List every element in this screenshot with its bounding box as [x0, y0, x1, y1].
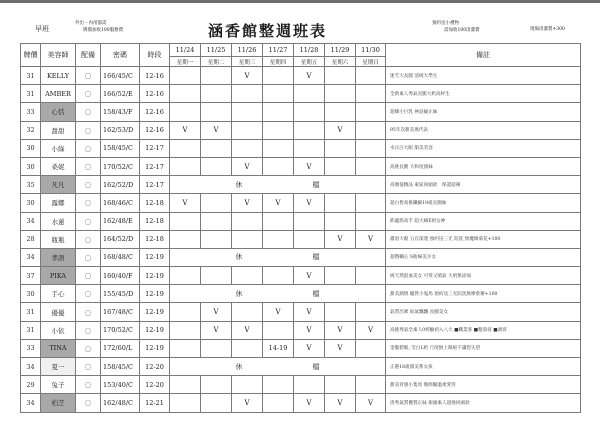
day-availability-cell: V — [232, 67, 263, 85]
time-slot-cell: 12-16 — [140, 121, 170, 139]
day-availability-cell: V — [201, 121, 232, 139]
time-slot-cell: 12-16 — [140, 85, 170, 103]
day-availability-cell — [232, 85, 263, 103]
code-cell: 168/46/C — [101, 194, 140, 212]
remark-cell: 水汪汪大眼 甜美笑容 — [386, 139, 581, 157]
equipment-circle-icon: ○ — [76, 85, 101, 103]
day-availability-cell — [325, 194, 356, 212]
day-availability-cell: V — [356, 230, 386, 248]
remark-cell: 超暨輔心 S曲線美少女 — [386, 248, 581, 266]
header-date: 11/26 — [232, 44, 263, 57]
remark-cell: 純天然混血美女 可愛又噴氣 大奶無添加 — [386, 267, 581, 285]
service-fee-note-line2: 牌價加收100服務費 — [83, 28, 124, 33]
equipment-circle-icon: ○ — [76, 194, 101, 212]
price-cell: 32 — [21, 121, 41, 139]
day-off-label: 休 — [235, 253, 243, 262]
day-off-label: 休 — [235, 362, 243, 371]
time-slot-cell: 12-17 — [140, 139, 170, 157]
remark-cell: 高挑長腿 大和度甜妹 — [386, 157, 581, 175]
price-cell: 29 — [21, 376, 41, 394]
time-slot-cell: 12-19 — [140, 339, 170, 357]
equipment-circle-icon: ○ — [76, 157, 101, 175]
table-row — [21, 321, 581, 339]
day-availability-cell — [263, 230, 294, 248]
day-availability-cell: 14-19 — [263, 339, 294, 357]
day-availability-cell — [232, 139, 263, 157]
time-slot-cell: 12-19 — [140, 321, 170, 339]
day-availability-cell: V — [294, 157, 325, 175]
price-cell: 30 — [21, 157, 41, 175]
day-availability-cell — [263, 394, 294, 412]
equipment-circle-icon: ○ — [76, 376, 101, 394]
beautician-name-cell: 水蓮 — [41, 212, 76, 230]
day-availability-cell — [170, 303, 201, 321]
day-availability-cell — [263, 121, 294, 139]
table-row — [21, 230, 581, 248]
header-date: 11/25 — [201, 44, 232, 57]
day-availability-cell — [325, 157, 356, 175]
price-cell: 34 — [21, 358, 41, 376]
day-availability-cell — [294, 121, 325, 139]
beautician-name-cell: 夏一 — [41, 358, 76, 376]
day-availability-cell — [232, 376, 263, 394]
beautician-name-cell: 優優 — [41, 303, 76, 321]
day-availability-cell — [356, 103, 386, 121]
table-row — [21, 212, 581, 230]
table-row — [21, 267, 581, 285]
day-availability-cell — [232, 267, 263, 285]
table-body — [21, 67, 581, 413]
code-cell: 158/45/C — [101, 358, 140, 376]
day-off-cell — [170, 176, 386, 194]
price-cell: 31 — [21, 67, 41, 85]
time-slot-cell: 12-17 — [140, 176, 170, 194]
equipment-circle-icon: ○ — [76, 339, 101, 357]
equipment-circle-icon: ○ — [76, 358, 101, 376]
price-cell: 31 — [21, 85, 41, 103]
header-slot: 時段 — [140, 44, 170, 67]
day-availability-cell — [356, 303, 386, 321]
day-off-label: 休 — [235, 289, 243, 298]
day-off-cell — [170, 285, 386, 303]
cleaning-fee-note: 現場清潔費+300 — [530, 27, 565, 32]
day-availability-cell — [356, 267, 386, 285]
day-availability-cell — [201, 194, 232, 212]
table-row — [21, 358, 581, 376]
day-availability-cell: V — [294, 339, 325, 357]
day-availability-cell — [325, 212, 356, 230]
day-availability-cell — [263, 103, 294, 121]
day-availability-cell — [170, 321, 201, 339]
code-cell: 162/52/D — [101, 176, 140, 194]
header-remark: 備註 — [386, 44, 581, 67]
day-availability-cell: V — [356, 394, 386, 412]
beautician-name-cell: 心恬 — [41, 103, 76, 121]
header-equip: 配備 — [76, 44, 101, 67]
day-availability-cell — [232, 103, 263, 121]
remark-cell: 甜美熱情 騷貨小鬼馬 預約送三光陪洗無摩倉辦+100 — [386, 285, 581, 303]
time-slot-cell: 12-17 — [140, 157, 170, 175]
remark-cell: 甜美骨感小隻馬 微經驗溫柔愛待 — [386, 376, 581, 394]
remark-cell: 迷夭大長腿 清純大學生 — [386, 67, 581, 85]
day-availability-cell — [294, 230, 325, 248]
day-availability-cell — [170, 230, 201, 248]
day-off-cell — [170, 358, 386, 376]
equipment-circle-icon: ○ — [76, 176, 101, 194]
beautician-name-cell: 柏芝 — [41, 394, 76, 412]
day-availability-cell — [232, 339, 263, 357]
code-cell: 160/40/F — [101, 267, 140, 285]
day-availability-cell — [325, 139, 356, 157]
equipment-circle-icon: ○ — [76, 248, 101, 266]
table-row — [21, 194, 581, 212]
beautician-name-cell: 小依 — [41, 321, 76, 339]
table-row — [21, 303, 581, 321]
booking-gift-note-line2: 需加收100清潔費 — [444, 28, 480, 33]
day-availability-cell — [232, 212, 263, 230]
day-availability-cell — [294, 139, 325, 157]
day-availability-cell: V — [294, 267, 325, 285]
time-slot-cell: 12-18 — [140, 212, 170, 230]
remark-cell: 濃眉大眼 五官深邃 預約送三光 陪洗 無魔爆菊花+100 — [386, 230, 581, 248]
time-slot-cell: 12-20 — [140, 376, 170, 394]
code-cell: 167/48/C — [101, 303, 140, 321]
beautician-name-cell: 手心 — [41, 285, 76, 303]
day-availability-cell — [201, 339, 232, 357]
table-row — [21, 157, 581, 175]
day-availability-cell — [325, 376, 356, 394]
code-cell: 170/52/C — [101, 157, 140, 175]
day-availability-cell — [170, 339, 201, 357]
day-off-cell — [170, 248, 386, 266]
beautician-name-cell: 兔子 — [41, 376, 76, 394]
day-availability-cell — [356, 139, 386, 157]
day-availability-cell — [201, 267, 232, 285]
day-availability-cell — [170, 376, 201, 394]
day-availability-cell: V — [170, 194, 201, 212]
day-availability-cell — [263, 139, 294, 157]
code-cell: 155/45/D — [101, 285, 140, 303]
day-availability-cell — [170, 103, 201, 121]
header-name: 美容師 — [41, 44, 76, 67]
price-cell: 35 — [21, 176, 41, 194]
day-availability-cell — [263, 376, 294, 394]
header-weekday: 星期一 — [170, 57, 201, 67]
day-availability-cell — [170, 85, 201, 103]
day-availability-cell — [232, 121, 263, 139]
time-slot-cell: 12-21 — [140, 394, 170, 412]
day-availability-cell: V — [263, 194, 294, 212]
day-availability-cell — [356, 121, 386, 139]
equipment-circle-icon: ○ — [76, 103, 101, 121]
day-availability-cell — [325, 303, 356, 321]
day-availability-cell — [294, 376, 325, 394]
remark-cell: 氣質出眾 仙氣飄飄 長腿美女 — [386, 303, 581, 321]
table-row — [21, 285, 581, 303]
equipment-circle-icon: ○ — [76, 139, 101, 157]
day-availability-cell — [170, 157, 201, 175]
code-cell: 168/48/C — [101, 248, 140, 266]
remark-cell: 超白皙高挑纖細19歲長腿妹 — [386, 194, 581, 212]
price-cell: 28 — [21, 230, 41, 248]
beautician-name-cell: 瓶瓶 — [41, 230, 76, 248]
time-slot-cell: 12-18 — [140, 230, 170, 248]
code-cell: 162/48/E — [101, 212, 140, 230]
equipment-circle-icon: ○ — [76, 394, 101, 412]
equipment-circle-icon: ○ — [76, 321, 101, 339]
day-availability-cell: V — [170, 121, 201, 139]
price-cell: 34 — [21, 212, 41, 230]
time-slot-cell: 12-19 — [140, 303, 170, 321]
day-availability-cell — [201, 212, 232, 230]
day-availability-cell: V — [325, 230, 356, 248]
code-cell: 164/52/D — [101, 230, 140, 248]
day-availability-cell — [325, 85, 356, 103]
time-slot-cell: 12-16 — [140, 67, 170, 85]
code-cell: 158/43/F — [101, 103, 140, 121]
remark-cell: 金髮碧眼, 雪白L奶 尺度無上限絕不讓您失望 — [386, 339, 581, 357]
table-row — [21, 394, 581, 412]
day-availability-cell — [356, 67, 386, 85]
beautician-name-cell: 甜甜 — [41, 121, 76, 139]
beautician-name-cell: 孝語 — [41, 248, 76, 266]
day-availability-cell: V — [325, 321, 356, 339]
price-cell: 30 — [21, 139, 41, 157]
day-availability-cell: V — [294, 321, 325, 339]
day-availability-cell — [325, 103, 356, 121]
header-weekday: 星期二 — [201, 57, 232, 67]
day-availability-cell — [201, 394, 232, 412]
code-cell: 162/53/D — [101, 121, 140, 139]
time-slot-cell: 12-16 — [140, 103, 170, 121]
day-availability-cell — [201, 139, 232, 157]
price-cell: 37 — [21, 267, 41, 285]
table-row — [21, 139, 581, 157]
day-availability-cell: V — [356, 321, 386, 339]
weekly-schedule-table — [20, 43, 581, 413]
day-availability-cell — [325, 267, 356, 285]
header-weekday: 星期六 — [325, 57, 356, 67]
remark-cell: 高挑秀氣全素人0經驗初入八大 ■職業客 ■粗魯客 ■酒客 — [386, 321, 581, 339]
beautician-name-cell: 桑妮 — [41, 157, 76, 175]
equipment-circle-icon: ○ — [76, 285, 101, 303]
remark-cell: 正港18歲甜美系女孩 — [386, 358, 581, 376]
day-availability-cell — [201, 230, 232, 248]
day-availability-cell — [356, 376, 386, 394]
table-row — [21, 103, 581, 121]
day-availability-cell — [356, 194, 386, 212]
day-availability-cell — [201, 157, 232, 175]
day-availability-cell: V — [294, 194, 325, 212]
day-availability-cell: V — [294, 67, 325, 85]
table-row — [21, 85, 581, 103]
price-cell: 33 — [21, 103, 41, 121]
day-availability-cell: V — [325, 339, 356, 357]
header-code: 密碼 — [101, 44, 140, 67]
beautician-name-cell: PIKA — [41, 267, 76, 285]
day-availability-cell: V — [294, 303, 325, 321]
day-availability-cell — [170, 394, 201, 412]
header-weekday: 星期四 — [263, 57, 294, 67]
day-off-label: 檔 — [312, 253, 320, 262]
day-availability-cell — [263, 321, 294, 339]
day-availability-cell — [294, 212, 325, 230]
table-row — [21, 376, 581, 394]
equipment-circle-icon: ○ — [76, 303, 101, 321]
day-availability-cell — [201, 376, 232, 394]
day-availability-cell — [356, 212, 386, 230]
day-availability-cell — [325, 67, 356, 85]
table-row — [21, 176, 581, 194]
code-cell: 153/40/C — [101, 376, 140, 394]
price-cell: 31 — [21, 303, 41, 321]
service-fee-note-line1: 外出・內用都需 — [75, 21, 107, 26]
day-availability-cell — [356, 85, 386, 103]
table-row — [21, 339, 581, 357]
equipment-circle-icon: ○ — [76, 121, 101, 139]
header-date: 11/30 — [356, 44, 386, 57]
price-cell: 34 — [21, 248, 41, 266]
day-off-label: 檔 — [312, 289, 320, 298]
header-price: 牌價 — [21, 44, 41, 67]
day-availability-cell — [201, 103, 232, 121]
day-availability-cell — [263, 267, 294, 285]
remark-cell: 超嬌小巨乳 神話級正妹 — [386, 103, 581, 121]
header-weekday: 星期五 — [294, 57, 325, 67]
top-border-bar — [0, 0, 600, 3]
price-cell: 33 — [21, 339, 41, 357]
day-availability-cell — [170, 139, 201, 157]
day-availability-cell — [263, 157, 294, 175]
booking-gift-note-line1: 預約送小禮物 — [432, 21, 459, 26]
equipment-circle-icon: ○ — [76, 212, 101, 230]
remark-cell: 全新素人秀氣長腿大奶高材生 — [386, 85, 581, 103]
code-cell: 170/52/C — [101, 321, 140, 339]
remark-cell: 95年次甜美係代表 — [386, 121, 581, 139]
time-slot-cell: 12-19 — [140, 285, 170, 303]
equipment-circle-icon: ○ — [76, 67, 101, 85]
day-availability-cell — [170, 267, 201, 285]
day-availability-cell: V — [201, 321, 232, 339]
equipment-circle-icon: ○ — [76, 267, 101, 285]
beautician-name-cell: AMBER — [41, 85, 76, 103]
day-availability-cell: V — [232, 394, 263, 412]
table-header — [21, 44, 581, 67]
day-availability-cell: V — [325, 121, 356, 139]
day-off-label: 檔 — [312, 362, 320, 371]
price-cell: 31 — [21, 321, 41, 339]
day-availability-cell — [263, 85, 294, 103]
time-slot-cell: 12-19 — [140, 267, 170, 285]
code-cell: 158/45/C — [101, 139, 140, 157]
code-cell: 166/52/E — [101, 85, 140, 103]
header-date: 11/28 — [294, 44, 325, 57]
day-availability-cell — [356, 157, 386, 175]
time-slot-cell: 12-20 — [140, 358, 170, 376]
day-availability-cell — [263, 212, 294, 230]
table-row — [21, 67, 581, 85]
day-availability-cell — [170, 67, 201, 85]
header-weekday: 星期三 — [232, 57, 263, 67]
day-availability-cell: V — [232, 157, 263, 175]
remark-cell: 抓龍筋高手 超大絨E奶女神 — [386, 212, 581, 230]
service-fee-note — [75, 20, 123, 34]
remark-cell: 高顏值精品 東區回頭款 保證超辣 — [386, 176, 581, 194]
price-cell: 30 — [21, 194, 41, 212]
table-row — [21, 248, 581, 266]
shift-label: 早班 — [35, 25, 49, 33]
time-slot-cell: 12-18 — [140, 194, 170, 212]
page-title: 涵香館整週班表 — [208, 22, 328, 40]
header-date: 11/24 — [170, 44, 201, 57]
code-cell: 166/45/C — [101, 67, 140, 85]
price-cell: 30 — [21, 285, 41, 303]
time-slot-cell: 12-19 — [140, 248, 170, 266]
code-cell: 172/60/L — [101, 339, 140, 357]
day-off-label: 休 — [235, 180, 243, 189]
day-availability-cell: V — [263, 303, 294, 321]
remark-cell: 清秀氣質優質正妹 街頭素人超強回頭款 — [386, 394, 581, 412]
day-availability-cell — [263, 67, 294, 85]
day-availability-cell — [201, 85, 232, 103]
beautician-name-cell: TINA — [41, 339, 76, 357]
beautician-name-cell: 凡凡 — [41, 176, 76, 194]
code-cell: 162/48/C — [101, 394, 140, 412]
day-availability-cell — [294, 85, 325, 103]
day-availability-cell: V — [232, 194, 263, 212]
day-availability-cell — [232, 230, 263, 248]
header-date: 11/29 — [325, 44, 356, 57]
day-availability-cell — [294, 103, 325, 121]
day-availability-cell — [201, 67, 232, 85]
day-availability-cell: V — [325, 394, 356, 412]
beautician-name-cell: 小綠 — [41, 139, 76, 157]
day-availability-cell — [356, 339, 386, 357]
day-availability-cell: V — [294, 394, 325, 412]
day-availability-cell — [170, 212, 201, 230]
day-off-label: 檔 — [312, 180, 320, 189]
header-date: 11/27 — [263, 44, 294, 57]
day-availability-cell: V — [232, 321, 263, 339]
beautician-name-cell: 露娜 — [41, 194, 76, 212]
day-availability-cell — [232, 303, 263, 321]
table-row — [21, 121, 581, 139]
equipment-circle-icon: ○ — [76, 230, 101, 248]
beautician-name-cell: KELLY — [41, 67, 76, 85]
price-cell: 34 — [21, 394, 41, 412]
header-weekday: 星期日 — [356, 57, 386, 67]
day-availability-cell: V — [201, 303, 232, 321]
booking-gift-note — [432, 20, 480, 34]
